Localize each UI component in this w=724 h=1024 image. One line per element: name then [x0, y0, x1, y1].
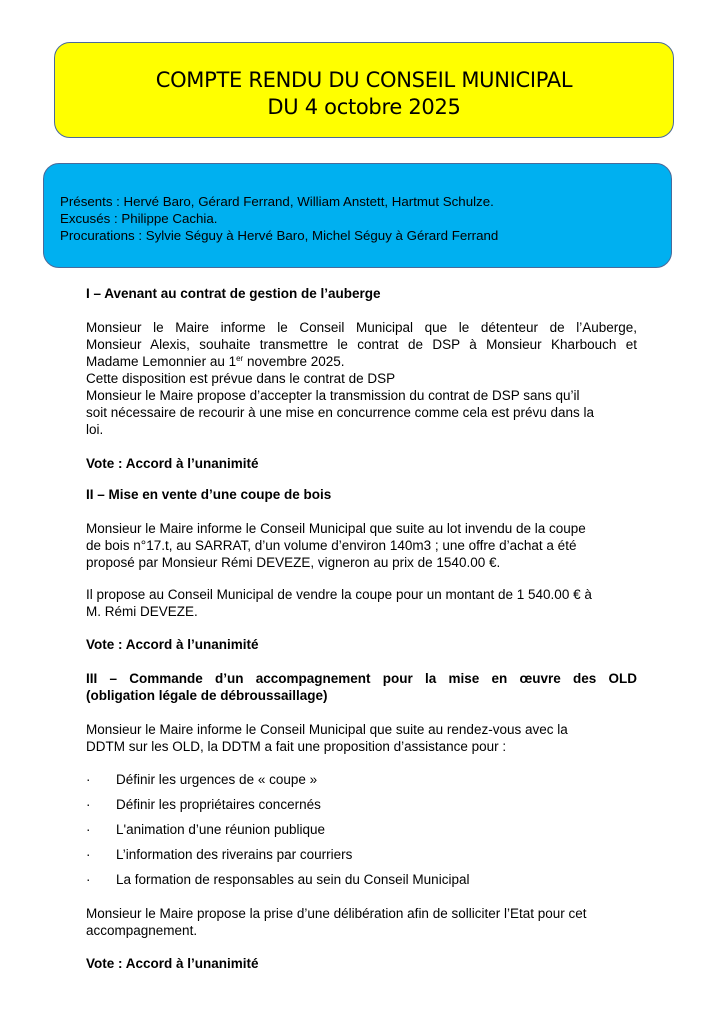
bullet-icon: · — [86, 872, 91, 887]
text-line: Monsieur le Maire informe le Conseil Municipal que suite au rendez-vous avec la — [86, 722, 568, 737]
list-item-text: L'animation d’une réunion publique — [116, 822, 325, 837]
text-line — [86, 353, 637, 370]
heading-line: (obligation légale de débroussaillage) — [86, 688, 328, 703]
section-1-vote: Vote : Accord à l’unanimité — [86, 456, 259, 471]
text-line: de bois n°17.t, au SARRAT, d’un volume d’environ 140m3 ; une offre d’achat a été — [86, 538, 577, 553]
text-line: accompagnement. — [86, 923, 198, 938]
text-line: Monsieur le Maire propose d’accepter la transmission du contrat de DSP sans qu’il — [86, 388, 580, 403]
text-line: M. Rémi DEVEZE. — [86, 604, 198, 619]
page-title: COMPTE RENDU DU CONSEIL MUNICIPAL — [155, 68, 573, 92]
bullet-icon: · — [86, 797, 91, 812]
text-line: soit nécessaire de recourir à une mise en concurrence comme cela est prévu dans la — [86, 405, 595, 420]
text-line: Monsieur Alexis, souhaite transmettre le contrat de DSP à Monsieur Kharbouch et — [86, 337, 637, 352]
section-2-vote: Vote : Accord à l’unanimité — [86, 637, 259, 652]
attendance-procurations: Procurations : Sylvie Séguy à Hervé Baro, Michel Séguy à Gérard Ferrand — [60, 228, 499, 243]
section-3-paragraph-2 — [86, 905, 637, 939]
bullet-icon: · — [86, 772, 91, 787]
bullet-icon: · — [86, 847, 91, 862]
section-2-paragraph-2 — [86, 586, 637, 620]
bullet-icon: · — [86, 822, 91, 837]
title-banner — [54, 42, 674, 138]
section-3-heading — [86, 670, 637, 704]
list-item-text: L’information des riverains par courriers — [116, 847, 353, 862]
text-line: Cette disposition est prévue dans le contrat de DSP — [86, 371, 396, 386]
text-line: Il propose au Conseil Municipal de vendre la coupe pour un montant de 1 540.00 € à — [86, 587, 592, 602]
list-item-text: La formation de responsables au sein du Conseil Municipal — [116, 872, 470, 887]
section-1-paragraph-1 — [86, 319, 637, 438]
section-2-paragraph-1 — [86, 520, 637, 571]
list-item-text: Définir les urgences de « coupe » — [116, 772, 318, 787]
text-line: proposé par Monsieur Rémi DEVEZE, vigneron au prix de 1540.00 €. — [86, 555, 501, 570]
text-fragment: Madame Lemonnier au 1 — [86, 354, 237, 369]
page-subtitle-date: DU 4 octobre 2025 — [267, 95, 461, 119]
section-2-heading: II – Mise en vente d’une coupe de bois — [86, 487, 332, 502]
text-line: Monsieur le Maire propose la prise d’une délibération afin de solliciter l’Etat pour cet — [86, 906, 587, 921]
text-line: Monsieur le Maire informe le Conseil Municipal que suite au lot invendu de la coupe — [86, 521, 586, 536]
text-line: DDTM sur les OLD, la DDTM a fait une proposition d’assistance pour : — [86, 739, 507, 754]
attendance-presents: Présents : Hervé Baro, Gérard Ferrand, William Anstett, Hartmut Schulze. — [60, 194, 494, 209]
attendance-box — [43, 163, 672, 268]
section-3-vote: Vote : Accord à l’unanimité — [86, 956, 259, 971]
section-1-heading: I – Avenant au contrat de gestion de l’auberge — [86, 286, 381, 301]
text-fragment: novembre 2025. — [243, 354, 345, 369]
list-item-text: Définir les propriétaires concernés — [116, 797, 321, 812]
attendance-excuses: Excusés : Philippe Cachia. — [60, 211, 218, 226]
text-line: Monsieur le Maire informe le Conseil Municipal que le détenteur de l’Auberge, — [86, 320, 637, 335]
superscript: er — [236, 354, 244, 363]
section-3-paragraph-1 — [86, 721, 637, 755]
text-line: loi. — [86, 422, 104, 437]
heading-line: III – Commande d’un accompagnement pour la mise en œuvre des OLD — [86, 671, 637, 686]
